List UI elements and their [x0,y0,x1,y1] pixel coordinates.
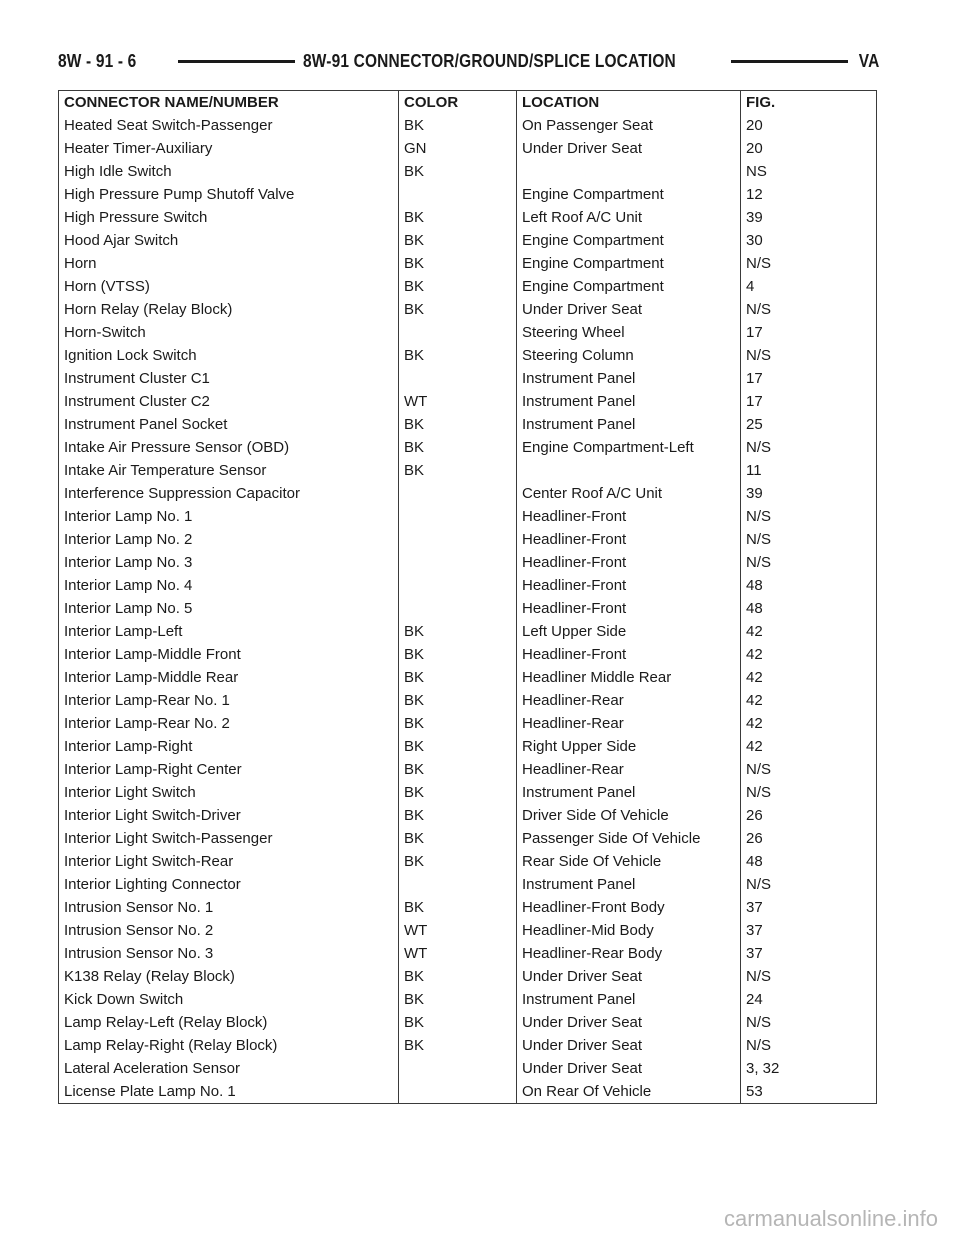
table-row [59,689,877,712]
cell-color: GN [399,137,517,160]
cell-location: Headliner-Rear Body [517,942,741,965]
cell-connector-name: Intake Air Pressure Sensor (OBD) [59,436,399,459]
table-row [59,873,877,896]
table-row [59,597,877,620]
cell-connector-name: Intrusion Sensor No. 3 [59,942,399,965]
cell-connector-name: Interior Lamp-Right Center [59,758,399,781]
cell-fig: 25 [741,413,877,436]
cell-location: Headliner-Rear [517,689,741,712]
table-row [59,528,877,551]
cell-color: BK [399,965,517,988]
table-header-row [59,91,877,115]
cell-location: Engine Compartment [517,229,741,252]
cell-fig: N/S [741,252,877,275]
cell-color [399,482,517,505]
cell-fig: 48 [741,597,877,620]
cell-connector-name: Ignition Lock Switch [59,344,399,367]
cell-connector-name: Intake Air Temperature Sensor [59,459,399,482]
cell-location: Instrument Panel [517,988,741,1011]
column-header-fig: FIG. [741,91,877,115]
cell-color: BK [399,459,517,482]
cell-connector-name: Interior Lamp No. 4 [59,574,399,597]
page-reference: 8W - 91 - 6 [58,50,137,71]
cell-location: On Passenger Seat [517,114,741,137]
cell-color: WT [399,942,517,965]
cell-connector-name: K138 Relay (Relay Block) [59,965,399,988]
cell-color: BK [399,413,517,436]
cell-connector-name: Interior Lighting Connector [59,873,399,896]
watermark: carmanualsonline.info [723,1206,938,1231]
cell-fig: 20 [741,137,877,160]
table-row [59,459,877,482]
cell-connector-name: Kick Down Switch [59,988,399,1011]
cell-fig: N/S [741,1011,877,1034]
cell-location: Headliner-Mid Body [517,919,741,942]
cell-color [399,1080,517,1104]
cell-color: BK [399,781,517,804]
model-code: VA [858,50,880,71]
cell-color [399,551,517,574]
cell-fig: 42 [741,712,877,735]
cell-color [399,574,517,597]
cell-location: Under Driver Seat [517,1011,741,1034]
cell-fig: 17 [741,367,877,390]
table-row [59,965,877,988]
cell-fig: N/S [741,873,877,896]
cell-fig: 12 [741,183,877,206]
column-header-location: LOCATION [517,91,741,115]
cell-color: BK [399,229,517,252]
cell-fig: N/S [741,298,877,321]
cell-connector-name: Intrusion Sensor No. 1 [59,896,399,919]
cell-fig: 42 [741,735,877,758]
cell-connector-name: High Idle Switch [59,160,399,183]
cell-fig: 39 [741,206,877,229]
cell-fig: 30 [741,229,877,252]
cell-connector-name: Horn [59,252,399,275]
table-row [59,229,877,252]
column-header-color: COLOR [399,91,517,115]
cell-fig: 42 [741,620,877,643]
cell-location: Engine Compartment [517,183,741,206]
cell-location: Instrument Panel [517,367,741,390]
column-header-name: CONNECTOR NAME/NUMBER [59,91,399,115]
cell-location: Steering Wheel [517,321,741,344]
cell-location: Instrument Panel [517,873,741,896]
cell-location: Center Roof A/C Unit [517,482,741,505]
cell-connector-name: Lateral Aceleration Sensor [59,1057,399,1080]
cell-location: Under Driver Seat [517,137,741,160]
cell-location: Instrument Panel [517,390,741,413]
cell-location: Left Roof A/C Unit [517,206,741,229]
cell-fig: 48 [741,574,877,597]
cell-color: BK [399,160,517,183]
cell-fig: 48 [741,850,877,873]
cell-color: BK [399,827,517,850]
cell-location: Passenger Side Of Vehicle [517,827,741,850]
table-row [59,436,877,459]
cell-color: BK [399,114,517,137]
cell-fig: 24 [741,988,877,1011]
cell-connector-name: Interior Lamp-Middle Rear [59,666,399,689]
cell-fig: 4 [741,275,877,298]
cell-location [517,459,741,482]
table-row [59,344,877,367]
cell-fig: 53 [741,1080,877,1104]
cell-color: BK [399,206,517,229]
cell-connector-name: Interior Lamp-Left [59,620,399,643]
cell-color: BK [399,988,517,1011]
cell-location: Under Driver Seat [517,1057,741,1080]
cell-color: BK [399,436,517,459]
cell-connector-name: Interior Light Switch [59,781,399,804]
cell-connector-name: Lamp Relay-Left (Relay Block) [59,1011,399,1034]
cell-fig: N/S [741,965,877,988]
cell-fig: 3, 32 [741,1057,877,1080]
cell-fig: N/S [741,505,877,528]
cell-connector-name: Interior Lamp No. 5 [59,597,399,620]
table-row [59,850,877,873]
cell-connector-name: Interior Lamp No. 2 [59,528,399,551]
table-row [59,781,877,804]
cell-connector-name: Horn (VTSS) [59,275,399,298]
cell-color [399,321,517,344]
cell-location: Headliner Middle Rear [517,666,741,689]
cell-location: Engine Compartment [517,275,741,298]
cell-connector-name: High Pressure Switch [59,206,399,229]
table-row [59,298,877,321]
table-row [59,666,877,689]
cell-fig: 26 [741,827,877,850]
table-row [59,988,877,1011]
cell-color [399,183,517,206]
cell-location: Under Driver Seat [517,298,741,321]
cell-color: BK [399,850,517,873]
table-row [59,1034,877,1057]
cell-fig: N/S [741,551,877,574]
page-header [58,46,880,76]
cell-fig: 37 [741,942,877,965]
table-row [59,643,877,666]
cell-connector-name: Hood Ajar Switch [59,229,399,252]
table-row [59,321,877,344]
cell-fig: N/S [741,436,877,459]
table-row [59,620,877,643]
cell-color [399,873,517,896]
cell-connector-name: Horn Relay (Relay Block) [59,298,399,321]
cell-location: Headliner-Front [517,505,741,528]
table-row [59,390,877,413]
connector-location-table [58,90,877,1104]
cell-location: Headliner-Front Body [517,896,741,919]
cell-color: BK [399,275,517,298]
cell-location: Engine Compartment-Left [517,436,741,459]
cell-color: WT [399,390,517,413]
table-row [59,919,877,942]
cell-location: Instrument Panel [517,413,741,436]
cell-connector-name: Instrument Cluster C2 [59,390,399,413]
cell-location: Under Driver Seat [517,965,741,988]
cell-color [399,597,517,620]
cell-fig: N/S [741,781,877,804]
cell-location: Left Upper Side [517,620,741,643]
cell-fig: 26 [741,804,877,827]
cell-color [399,528,517,551]
cell-location: Headliner-Front [517,551,741,574]
cell-color: BK [399,712,517,735]
cell-connector-name: Interior Lamp-Rear No. 1 [59,689,399,712]
table-row [59,505,877,528]
table-row [59,1080,877,1104]
cell-fig: NS [741,160,877,183]
header-rule-right [731,60,848,63]
header-rule-left [178,60,295,63]
table-row [59,137,877,160]
cell-fig: 17 [741,321,877,344]
table-row [59,367,877,390]
table-body [59,114,877,1104]
cell-connector-name: Interior Light Switch-Driver [59,804,399,827]
cell-location: Headliner-Rear [517,758,741,781]
cell-location: Headliner-Front [517,574,741,597]
cell-color: BK [399,666,517,689]
cell-color: BK [399,298,517,321]
cell-fig: 17 [741,390,877,413]
cell-location: Headliner-Rear [517,712,741,735]
table-row [59,183,877,206]
table-row [59,252,877,275]
cell-color: WT [399,919,517,942]
table-row [59,1011,877,1034]
cell-connector-name: High Pressure Pump Shutoff Valve [59,183,399,206]
cell-fig: 20 [741,114,877,137]
cell-color: BK [399,804,517,827]
cell-location [517,160,741,183]
cell-connector-name: Interior Light Switch-Passenger [59,827,399,850]
cell-location: Headliner-Front [517,528,741,551]
cell-connector-name: Instrument Panel Socket [59,413,399,436]
section-title: 8W-91 CONNECTOR/GROUND/SPLICE LOCATION [303,50,676,71]
cell-location: On Rear Of Vehicle [517,1080,741,1104]
cell-location: Instrument Panel [517,781,741,804]
cell-fig: 42 [741,643,877,666]
cell-location: Engine Compartment [517,252,741,275]
table-row [59,1057,877,1080]
cell-color: BK [399,643,517,666]
cell-fig: 11 [741,459,877,482]
table-row [59,804,877,827]
table-row [59,413,877,436]
cell-connector-name: Intrusion Sensor No. 2 [59,919,399,942]
cell-fig: N/S [741,344,877,367]
cell-color: BK [399,689,517,712]
table-row [59,735,877,758]
table-row [59,275,877,298]
cell-fig: 37 [741,919,877,942]
cell-color: BK [399,252,517,275]
table-row [59,574,877,597]
cell-location: Headliner-Front [517,597,741,620]
table-row [59,827,877,850]
cell-fig: N/S [741,758,877,781]
cell-fig: N/S [741,1034,877,1057]
table-row [59,482,877,505]
cell-connector-name: Interior Lamp No. 1 [59,505,399,528]
cell-color: BK [399,620,517,643]
cell-color: BK [399,344,517,367]
cell-fig: N/S [741,528,877,551]
cell-location: Rear Side Of Vehicle [517,850,741,873]
table-row [59,206,877,229]
cell-location: Right Upper Side [517,735,741,758]
table-row [59,160,877,183]
table-row [59,942,877,965]
cell-connector-name: Interior Lamp-Middle Front [59,643,399,666]
cell-connector-name: Interior Light Switch-Rear [59,850,399,873]
cell-location: Driver Side Of Vehicle [517,804,741,827]
cell-color: BK [399,735,517,758]
table-row [59,758,877,781]
cell-color [399,367,517,390]
table-row [59,896,877,919]
cell-connector-name: Interior Lamp No. 3 [59,551,399,574]
cell-color: BK [399,1011,517,1034]
cell-location: Under Driver Seat [517,1034,741,1057]
cell-fig: 39 [741,482,877,505]
cell-color: BK [399,758,517,781]
cell-color [399,505,517,528]
cell-color: BK [399,1034,517,1057]
cell-connector-name: Instrument Cluster C1 [59,367,399,390]
table-row [59,712,877,735]
cell-location: Headliner-Front [517,643,741,666]
table-row [59,114,877,137]
cell-location: Steering Column [517,344,741,367]
cell-fig: 37 [741,896,877,919]
cell-connector-name: Interior Lamp-Rear No. 2 [59,712,399,735]
cell-connector-name: Interference Suppression Capacitor [59,482,399,505]
cell-connector-name: License Plate Lamp No. 1 [59,1080,399,1104]
cell-connector-name: Heater Timer-Auxiliary [59,137,399,160]
cell-fig: 42 [741,689,877,712]
cell-fig: 42 [741,666,877,689]
cell-connector-name: Interior Lamp-Right [59,735,399,758]
table-row [59,551,877,574]
cell-connector-name: Horn-Switch [59,321,399,344]
cell-color: BK [399,896,517,919]
cell-connector-name: Lamp Relay-Right (Relay Block) [59,1034,399,1057]
cell-color [399,1057,517,1080]
cell-connector-name: Heated Seat Switch-Passenger [59,114,399,137]
